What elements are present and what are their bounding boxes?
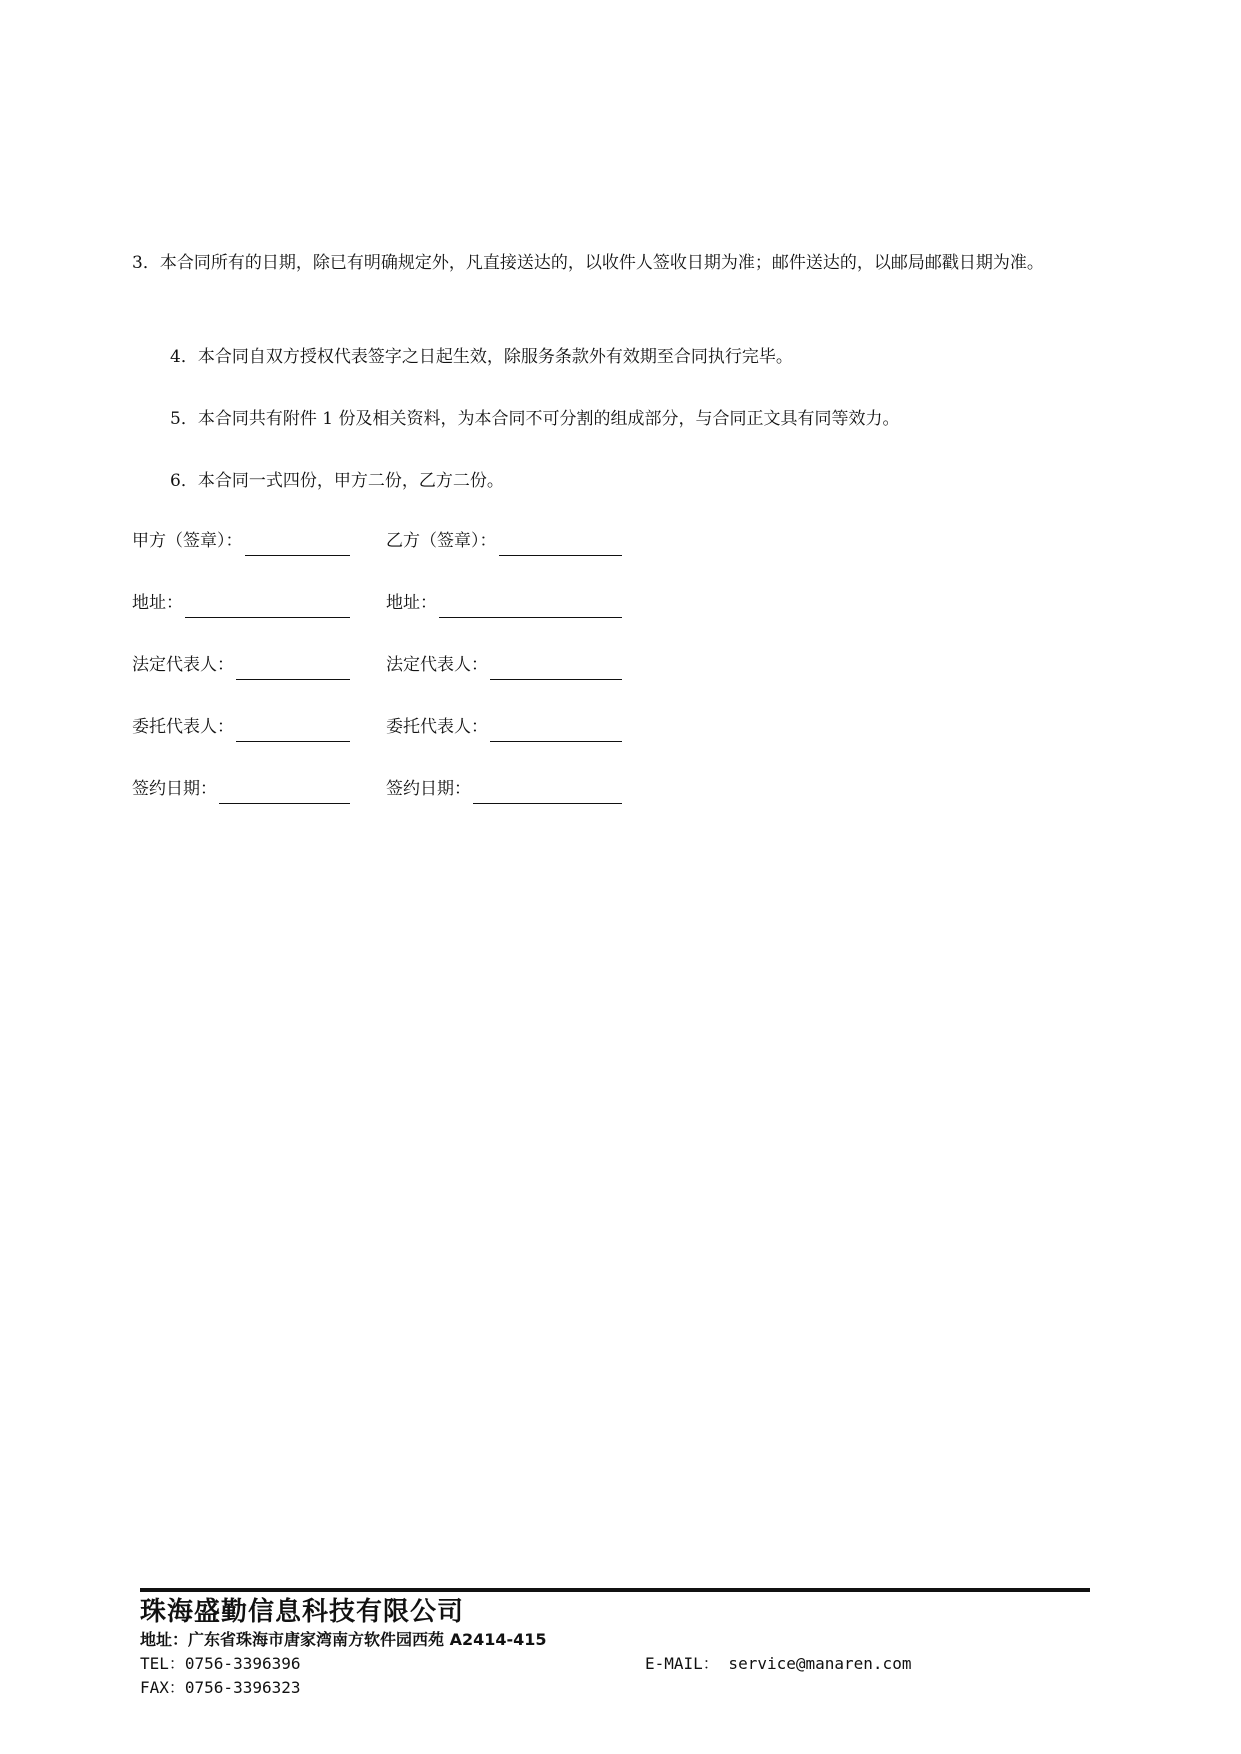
address-b-field xyxy=(386,588,622,618)
date-b-field xyxy=(386,774,622,804)
address-b-blank[interactable] xyxy=(439,595,622,618)
legal-rep-b-field xyxy=(386,650,622,680)
clause-6: 6．本合同一式四份，甲方二份，乙方二份。 xyxy=(170,471,504,491)
company-fax: FAX：0756-3396323 xyxy=(140,1678,301,1697)
agent-b-blank[interactable] xyxy=(490,719,622,742)
date-a-field xyxy=(132,774,350,804)
legal-rep-b-blank[interactable] xyxy=(490,657,622,680)
address-a-field xyxy=(132,588,350,618)
agent-a-label: 委托代表人： xyxy=(132,717,234,737)
legal-rep-a-blank[interactable] xyxy=(236,657,350,680)
date-a-blank[interactable] xyxy=(219,781,350,804)
legal-rep-a-field xyxy=(132,650,350,680)
footer-divider xyxy=(140,1588,1090,1592)
date-b-label: 签约日期： xyxy=(386,779,471,799)
signature-row-seal xyxy=(132,526,632,556)
agent-a-field xyxy=(132,712,350,742)
party-a-seal-label: 甲方（签章）： xyxy=(132,531,243,551)
clause-4: 4．本合同自双方授权代表签字之日起生效，除服务条款外有效期至合同执行完毕。 xyxy=(170,347,793,367)
party-b-seal-blank[interactable] xyxy=(499,533,623,556)
date-a-label: 签约日期： xyxy=(132,779,217,799)
agent-a-blank[interactable] xyxy=(236,719,350,742)
company-footer xyxy=(140,1588,1090,1700)
party-b-seal-label: 乙方（签章）： xyxy=(386,531,497,551)
company-email[interactable]: E-MAIL： service@manaren.com xyxy=(645,1654,912,1673)
party-b-seal-field xyxy=(386,526,622,556)
signature-row-address xyxy=(132,588,632,618)
address-a-blank[interactable] xyxy=(185,595,350,618)
legal-rep-a-label: 法定代表人： xyxy=(132,655,234,675)
agent-b-field xyxy=(386,712,622,742)
party-a-seal-field xyxy=(132,526,350,556)
address-a-label: 地址： xyxy=(132,593,183,613)
agent-b-label: 委托代表人： xyxy=(386,717,488,737)
address-b-label: 地址： xyxy=(386,593,437,613)
clause-5: 5．本合同共有附件 1 份及相关资料，为本合同不可分割的组成部分，与合同正文具有同等效力。 xyxy=(170,409,900,429)
signature-row-agent xyxy=(132,712,632,742)
company-address: 地址：广东省珠海市唐家湾南方软件园西苑 A2414-415 xyxy=(140,1630,547,1649)
date-b-blank[interactable] xyxy=(473,781,622,804)
company-tel: TEL：0756-3396396 xyxy=(140,1654,301,1673)
company-contact-row xyxy=(140,1652,1090,1676)
signature-row-date xyxy=(132,774,632,804)
legal-rep-b-label: 法定代表人： xyxy=(386,655,488,675)
company-name: 珠海盛勤信息科技有限公司 xyxy=(140,1597,465,1627)
party-a-seal-blank[interactable] xyxy=(245,533,351,556)
clause-3: 3．本合同所有的日期，除已有明确规定外，凡直接送达的，以收件人签收日期为准；邮件送达的，以邮局邮戳日期为准。 xyxy=(132,253,1044,273)
signature-row-legal-rep xyxy=(132,650,632,680)
